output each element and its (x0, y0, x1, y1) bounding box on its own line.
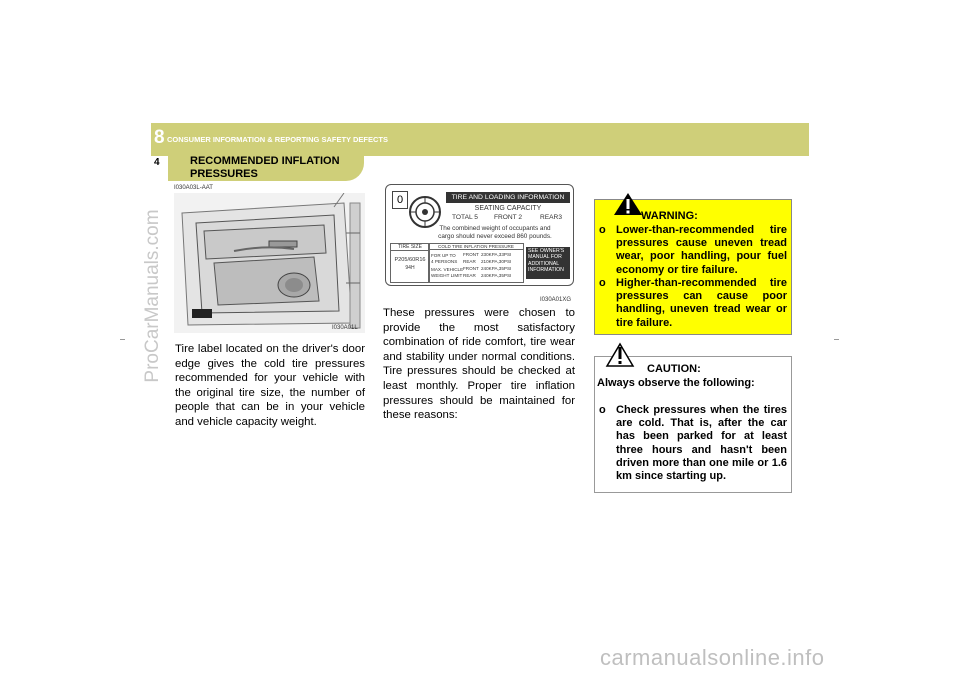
max-vehicle: MAX. VEHICLE (431, 267, 464, 272)
warning-title: WARNING: (641, 210, 698, 222)
pressure-table (428, 243, 524, 283)
caution-item-marker: o (599, 404, 606, 416)
seating-total: TOTAL 5 (452, 214, 478, 221)
persons: 4 PERSONS (431, 259, 458, 264)
tire-size-cell (390, 243, 430, 283)
tire-icon (408, 195, 442, 229)
warning-triangle-icon (613, 192, 643, 216)
caution-box (594, 356, 792, 493)
chapter-number: 8 (154, 127, 165, 148)
page-number: 4 (154, 157, 160, 168)
left-paragraph: Tire label located on the driver's door edge gives the cold tire pressures recommended for your vehicle with the original tire size, the number of people that can be in your vehicle and vehicle capacity weight. (175, 343, 365, 428)
figure-door-code: I030A03L-AAT (174, 185, 213, 191)
pressure-row: REAR 210KPA,30PSI (463, 259, 512, 264)
section-title: RECOMMENDED INFLATION PRESSURES (190, 155, 340, 180)
tire-loading-label (383, 182, 574, 294)
middle-paragraph: These pressures were chosen to provide the most satisfactory combination of ride comfort, tire wear and stability under normal conditions. Tire pressures should be checked at least monthly. Proper tire inflation pressures should be maintained for these reasons: (383, 307, 575, 422)
door-illustration (174, 193, 365, 333)
bottom-watermark: carmanualsonline.info (600, 645, 825, 670)
caution-item (599, 404, 787, 483)
warning-item-marker: o (599, 277, 606, 289)
pressure-rows (463, 251, 511, 279)
side-watermark (138, 175, 168, 425)
warning-box (594, 199, 792, 335)
load-condition-2 (431, 267, 463, 279)
chapter-title: CONSUMER INFORMATION & REPORTING SAFETY DEFECTS (167, 135, 388, 144)
figure-door-code-2: I030A01L (332, 325, 358, 331)
load-condition-1 (431, 253, 457, 265)
caution-triangle-icon (605, 342, 635, 368)
door-figure (174, 193, 365, 333)
warning-item (599, 224, 787, 277)
seating-rear: REAR3 (540, 214, 562, 221)
tire-size-head: TIRE SIZE (391, 244, 429, 251)
crop-mark-right (834, 339, 839, 340)
tire-label-header: TIRE AND LOADING INFORMATION (446, 192, 570, 203)
tire-label-zero: 0 (392, 191, 408, 209)
seating-capacity: SEATING CAPACITY (474, 205, 542, 212)
pressure-row: FRONT 230KPA,33PSI (463, 252, 512, 257)
tire-label-code: I030A01XG (540, 297, 572, 303)
warning-item (599, 277, 787, 330)
caution-intro: Always observe the following: (597, 377, 755, 389)
weight-notice (420, 225, 570, 241)
warning-item-text: Lower-than-recommended tire pressures cause uneven tread wear, poor handling, pour fuel economy or tire failure. (616, 224, 787, 276)
tire-speed-rating: 94H (405, 265, 415, 271)
crop-mark-left (120, 339, 125, 340)
tire-label-frame (385, 184, 574, 286)
pressure-table-head: COLD TIRE INFLATION PRESSURE (429, 244, 523, 250)
weight-notice-line-1: The combined weight of occupants and (439, 225, 551, 232)
weight-limit: WEIGHT LIMIT (431, 273, 463, 278)
caution-item-text: Check pressures when the tires are cold. That is, after the car has been parked for at least three hours and hasn't been driven more than one mile or 1.6 km since starting up. (616, 404, 787, 483)
weight-notice-line-2: cargo should never exceed 860 pounds. (438, 233, 552, 240)
seating-row (450, 214, 570, 224)
pressure-row: REAR 240KPA,35PSI (463, 273, 512, 278)
warning-item-marker: o (599, 224, 606, 236)
pressure-row: FRONT 240KPA,35PSI (463, 266, 512, 271)
tire-size-value: P205/60R16 (394, 257, 426, 263)
caution-title: CAUTION: (647, 363, 701, 375)
see-owners-manual: SEE OWNER'S MANUAL FOR ADDITIONAL INFORMATION (526, 247, 570, 279)
seating-front: FRONT 2 (494, 214, 523, 221)
side-watermark-text: ProCarManuals.com (142, 209, 163, 383)
for-up-to: FOR UP TO (431, 253, 456, 258)
warning-item-text: Higher-than-recommended tire pressures can cause poor handling, uneven tread wear or tire failure. (616, 277, 787, 329)
